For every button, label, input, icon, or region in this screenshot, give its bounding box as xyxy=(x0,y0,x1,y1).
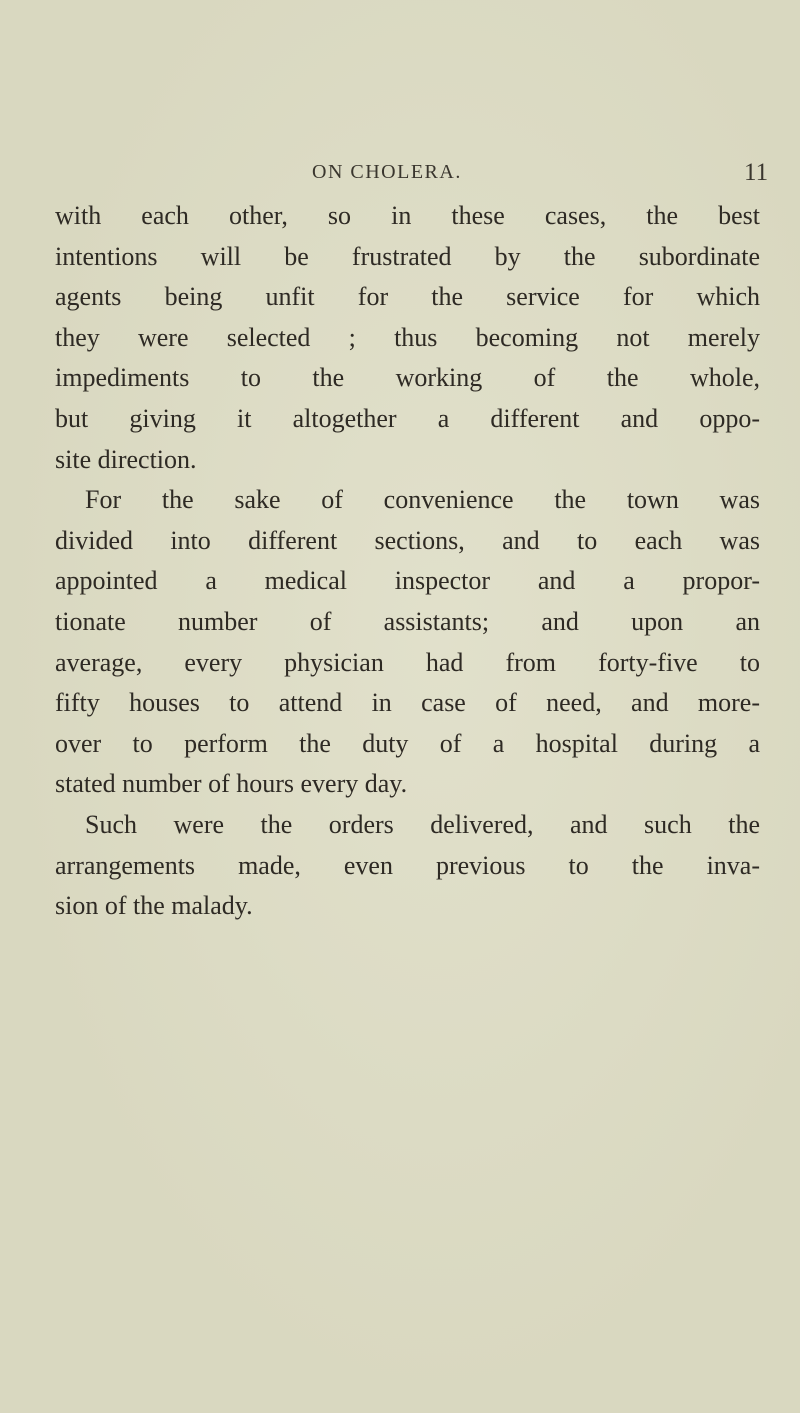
text-line: sion of the malady. xyxy=(55,891,253,921)
text-line: average, every physician had from forty-five to xyxy=(55,647,760,677)
text-line: arrangements made, even previous to the inva- xyxy=(55,850,760,880)
text-line: site direction. xyxy=(55,444,197,474)
running-title: ON CHOLERA. xyxy=(312,161,462,183)
text-line: tionate number of assistants; and upon an xyxy=(55,606,760,636)
text-line: stated number of hours every day. xyxy=(55,769,408,799)
running-head xyxy=(0,161,800,191)
text-line: divided into different sections, and to each was xyxy=(55,525,760,555)
body-text xyxy=(55,196,760,927)
paragraph-start-line: Such were the orders delivered, and such the xyxy=(85,809,760,839)
text-line: intentions will be frustrated by the subordinate xyxy=(55,241,760,271)
paragraph-start-line: For the sake of convenience the town was xyxy=(85,485,760,515)
text-line: but giving it altogether a different and oppo- xyxy=(55,403,760,433)
text-line: with each other, so in these cases, the best xyxy=(55,201,760,230)
text-line: fifty houses to attend in case of need, and more- xyxy=(55,688,760,718)
page-number: 11 xyxy=(744,159,769,186)
text-line: over to perform the duty of a hospital during a xyxy=(55,728,760,758)
text-line: they were selected ; thus becoming not merely xyxy=(55,322,760,352)
text-line: agents being unfit for the service for which xyxy=(55,282,760,312)
text-line: impediments to the working of the whole, xyxy=(55,363,760,393)
text-line: appointed a medical inspector and a propor- xyxy=(55,566,760,596)
